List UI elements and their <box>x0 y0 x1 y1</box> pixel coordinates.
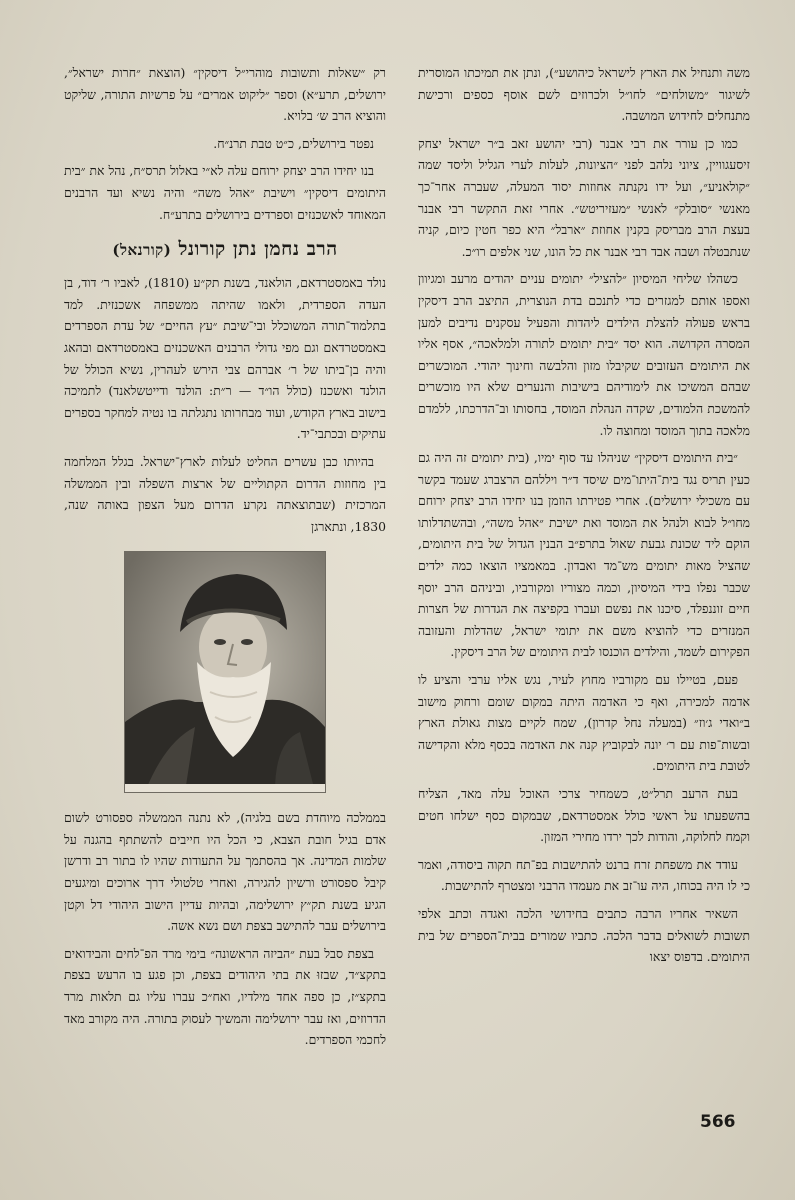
left-column <box>64 62 386 1122</box>
portrait-photo-drawing <box>125 552 325 792</box>
paragraph: נפטר בירושלים, כ״ט טבת תרנ״ח. <box>213 135 374 151</box>
paragraph: ״בית היתומים דיסקין״ שניהלו עד סוף ימיו, (בית יתומים זה היה גם כעין תריס נגד בית־היתו־מים שיסד ד״ר ויללהם הרצברג שעמד בקשר עם משכילי ירושלים). אחרי פטירתו הוזמן בנו יחידו הרב יצחק ירוחם מחו״ל לבוא ולנהל את המוסד ואת ישיבת ״אהל משה״, ובהשתדלותו הוקם ליד שכונת גבעת שאול בתרפ״ב הבנין הגדול של בית היתומים, שהציל מאות יתומים מש־מד ואבדון. במאמציו הוצאו כמה ילדים שכבר נפלו בידי המיסיון, וכמה מצוריו ומקורביו, וביניהם הרב יוסף חיים זוננפלד, סיכנו את נפשם ועברו בקפיצה את הגדרות של חצרות המנזרים כדי להוציא משם את יתומי ישראל, שהדלות והעזובה הפקירום לשמד, והילדים הוכנסו לבית היתומים של הרב דיסקין. <box>418 450 750 660</box>
paragraph: רק ״שאלות ותשובות מוהרי״ל דיסקין״ (הוצאת ״חרות ישראל״, ירושלים, תרע״א) וספר ״ליקוט אמרים״ על פרשיות התורה, שליקט והוציא הרב ש׳ בלויא. <box>64 65 386 124</box>
paragraph: כשהלו שליחי המיסיון ״להציל״ יתומים עניים יהודים מרעב ומגיוון ואספו אותם למגזרים כדי לתנכם בדת הנוצרית, התיצב הרב דיסקין בראש פעולה להצלת הילדים ליהדות והפעיל עסקנים נדיבים למען המסרה הקדושה. הוא יסד ״בית יתומים לתורה ולמלאכה״, אסף אליו את היתומים העזובים שקיבלו מזון והלבשה וחינוך יהודי. המוכשרים שבהם המשיכו את לימודיהם בישיבות והנערים שלא היו מוכשרים להמשכת הלמודים, שקדה הנהלת המוסד, בחסותו וב־הדרכתו, ללמדם מלאכה בתוך המוסד ומחוצה לו. <box>418 271 750 438</box>
paragraph: פעם, בטיילו עם מקורביו מחוץ לעיר, נגש אליו ערבי והציע לו אדמה למכירה, ואף כי האדמה היתה במקום שומם ורחוק מישוב ב״ואדי ג׳וז״ (במעלה נחל קדרון), שמח לקיים מצות גאולת הארץ ובשות־פות עם ר׳ יונה לבקוביץ קנה את האדמה בכסף מלא והקדישה לטובת בית היתומים. <box>418 672 750 774</box>
portrait-photo <box>124 551 326 793</box>
paragraph: בעת הרעב תרל״ט, כשמחיר צרכי האוכל עלה מאד, הצליח בהשפעתו על ראשי כולל אמסטרדאם, שבמקום כסף ישלחו חטים וקמח לחלוקה, והודות לכך ירדו מחירי המזון. <box>418 786 750 845</box>
paragraph: עודד את משפחת זרח ברנט להתישבות בפ־תח תקוה ביסודה, ואמר כי לו היה בכוחו, היה עו־זב את מעמדו הרבני ומצטרף להתישבות. <box>418 856 750 894</box>
page-number: 566 <box>700 1112 736 1132</box>
paragraph: בנו יחידו הרב יצחק ירוחם עלה לא״י באלול תרס״ח, נהל את ״בית היתומים דיסקין״ וישיבת ״אהל משה״ והיה נשיא ועד הרבנים המאוחד לאשכנזים וספרדים בירושלים בתרע״ח. <box>64 163 386 222</box>
paragraph: משה ותנחיל את הארץ לישראל כיהושע״), ונתן את תמיכתו המוסרית לשיגור ״משולחים״ לחו״ל ולכרוזים לשם אוסף כספים ורכישת מתנחלים לחידוש המושבה. <box>418 65 750 124</box>
paragraph: השאיר אחריו הרבה כתבים בחידושי הלכה ואגדה וכתב אלפי תשובות לשואלים בדבר הלכה. כתביו שמורים בבית־הספרים של בית היתומים. בדפוס יצאו <box>418 905 750 965</box>
paragraph: בממלכה מיוחדת בשם בלגיה), לא נתנה הממשלה ספסורט לשום אדם בגיל חובת הצבא, כי הכל היו חייבים להשתתף בהגנה על שלמות המדינה. אך בהסתמך על התעודות שהיו לו בתור רב ודרשן קיבל ספסורט ורשיון להגירה, ואחרי טלטולי דרך ארוכים ומיגעים הגיע בשנת תק״ץ ירושלימה, ובהיות עדיין הישוב היהודי דל וקטן בירושלים עבר להתישב בצפת ושם נשא אשה. <box>64 810 386 934</box>
paragraph: כמו כן עורר את רבי אבנר (רבי יהושע זאב ב״ר ישראל יצחק זיסעגוויין, ציוני נלהב לפני ״הציונות, לעלות לערי הגליל וליסד שמה ״קולאניע״, ועל ידו נקנתה אחוזות יסוד המעלה, שעברה אחר־כך מאנשי ״סובלק״ לאנשי ״מעזיריטש״. אחרי זאת התקשר רבי אבנר בעצת הרב מבריסק בקנין אחוזת ״ארבל״ היא כפר חטין כיום, קניה שנתבטלה ושבה אבד רבי אבנר את כל הונו, שני אלפים רו״כ. <box>418 135 750 259</box>
paragraph: נולד באמסטרדאם, הולאנד, בשנת תק״ע (1810), לאביו ר׳ דוד, בן העדה הספרדית, ולאמו שהיתה ממשפחה אשכנזית. למד בתלמוד־תורה המשוכלל ובי־שיבת ״עץ החיים״ של עדת הספרדים באמסטרדאם וגם מפי גדולי הרבנים האשכנזים באמסטרדאם ובהאג והיה בן־ביתו של ר׳ אברהם צבי הירש לעהרין, נשיא הכולל של הולנד ואשכנז (כולל הו״ד — ר״ת: הולנד ודייטשלאנד) לתמיכה בישוב בארץ הקודש, ועוד מבחרותו נתגלתה בו נטיה למחקר בספרים עתיקים ובכתבי־יד. <box>64 275 386 442</box>
paragraph: בצפת סבל בעת ״הביזה הראשונה״ בימי מרד הפ־לחים והבידואים בתקצ״ד, שבזוּ את בתי היהודים בצפת, וכן פגע בו הרעש בצפת בתקצ״ז, כן ספה אחד מילדיו, ואח״כ עברו עליו גם תלאות מרד הדרוזים, ואז עבר ירושלימה והמשיך לעסוק בתורה. היה מקורב מאד לחכמי הספרדים. <box>64 945 386 1048</box>
section-heading <box>64 235 386 264</box>
right-column <box>418 62 750 1142</box>
paragraph: בהיותו כבן עשרים החליט לעלות לארץ־ישראל. בגלל המלחמה בין מחוזות הדרום הקתוליים של ארצות השפלה ובין הממשלה המרכזית (שבתוצאתה נקרע הדרום מעל הצפון באותה שנה, 1830, ונתארגן <box>64 453 386 534</box>
heading-title: הרב נחמן נתן קורונל <box>178 238 338 261</box>
heading-subtitle: (קורנאל) <box>112 241 172 260</box>
